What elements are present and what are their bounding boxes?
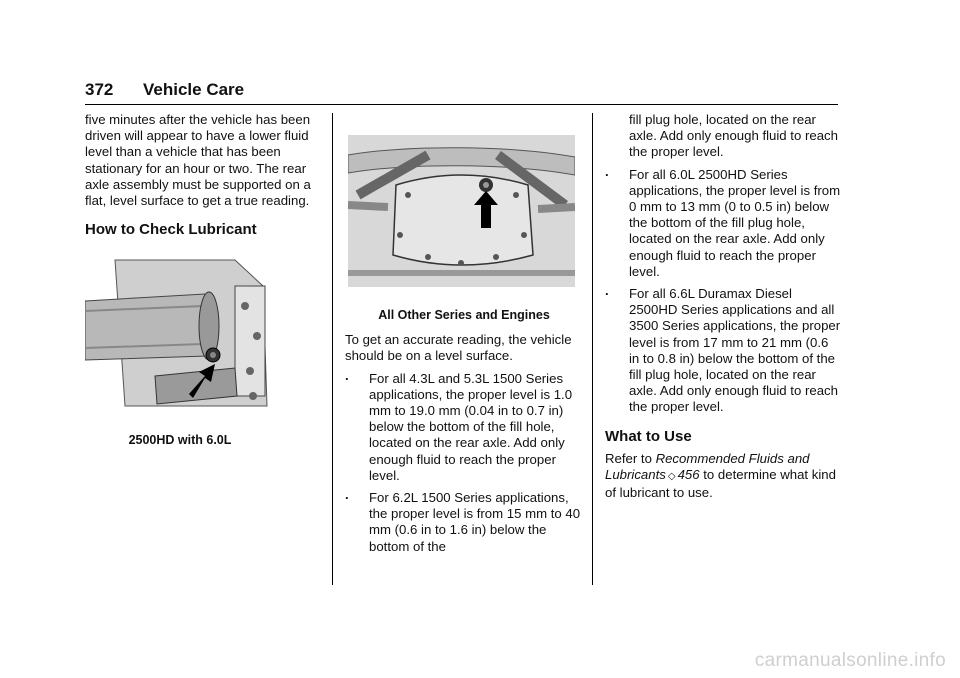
axle-illustration-other-series: [348, 135, 575, 287]
section-heading-what-to-use: What to Use: [605, 427, 692, 445]
column-3: [605, 112, 841, 505]
bullet-glyph: .: [345, 487, 349, 503]
column-divider-2: [592, 113, 593, 585]
section-heading-check: How to Check Lubricant: [85, 221, 257, 239]
bullet-text: For all 6.6L Duramax Diesel 2500HD Series applications and all 3500 Series applications, the proper level is from 17 mm to 21 mm (0.6 in to 0.8 in) below the bottom of the fill plug hole, located on the rear axle. Add only enough fluid to reach the proper level.: [629, 286, 841, 415]
watermark: carmanualsonline.info: [754, 650, 946, 671]
bullet-glyph: .: [345, 367, 349, 383]
column-1: [85, 112, 323, 448]
bullet-glyph: .: [605, 283, 609, 299]
figure-caption-2500hd: 2500HD with 6.0L: [128, 433, 232, 448]
bullet-item: [345, 367, 583, 484]
accurate-reading-paragraph: To get an accurate reading, the vehicle should be on a level surface.: [345, 332, 572, 364]
intro-paragraph: five minutes after the vehicle has been driven will appear to have a lower fluid level than a vehicle that has been stationary for an hour or two. The rear axle assembly must be supported on a flat, level surface to get a true reading.: [85, 112, 311, 209]
bullet-text: For all 4.3L and 5.3L 1500 Series applications, the proper level is 1.0 mm to 19.0 mm (0.04 in to 0.7 in) below the bottom of the fill hole, located on the rear axle. Add only enough fluid to reach the proper level.: [369, 370, 573, 483]
refer-page-link[interactable]: 456: [677, 466, 700, 482]
continued-text: fill plug hole, located on the rear axle. Add only enough fluid to reach the proper level.: [629, 112, 838, 160]
page-number: 372: [85, 80, 114, 99]
column-divider-1: [332, 113, 333, 585]
page-header: [85, 80, 244, 100]
header-rule: [85, 104, 838, 105]
refer-link[interactable]: Recommended Fluids and Lubricants: [605, 450, 810, 482]
bullet-text: For 6.2L 1500 Series applications, the proper level is from 15 mm to 40 mm (0.6 in to 1.6 in) below the bottom of the: [369, 490, 581, 554]
column-2: [345, 135, 583, 555]
bullet-glyph: .: [605, 163, 609, 179]
figure-caption-other-series: All Other Series and Engines: [378, 308, 550, 322]
bullet-text: For all 6.0L 2500HD Series applications, the proper level is from 0 mm to 13 mm (0 to 0.5 in) below the bottom of the fill plug hole, located on the rear axle. Add only enough fluid to reach the proper level.: [629, 166, 841, 279]
bullet-item: [605, 283, 841, 416]
section-title: Vehicle Care: [143, 80, 245, 99]
refer-prefix: Refer to: [605, 450, 656, 466]
page-ref-arrow-icon: ◇: [667, 470, 676, 482]
bullet-item: [605, 163, 841, 280]
refer-suffix: to determine what kind of lubricant to use.: [605, 466, 836, 501]
refer-paragraph: [605, 451, 841, 502]
axle-illustration-2500hd: [85, 256, 275, 408]
bullet-item: [345, 487, 583, 555]
